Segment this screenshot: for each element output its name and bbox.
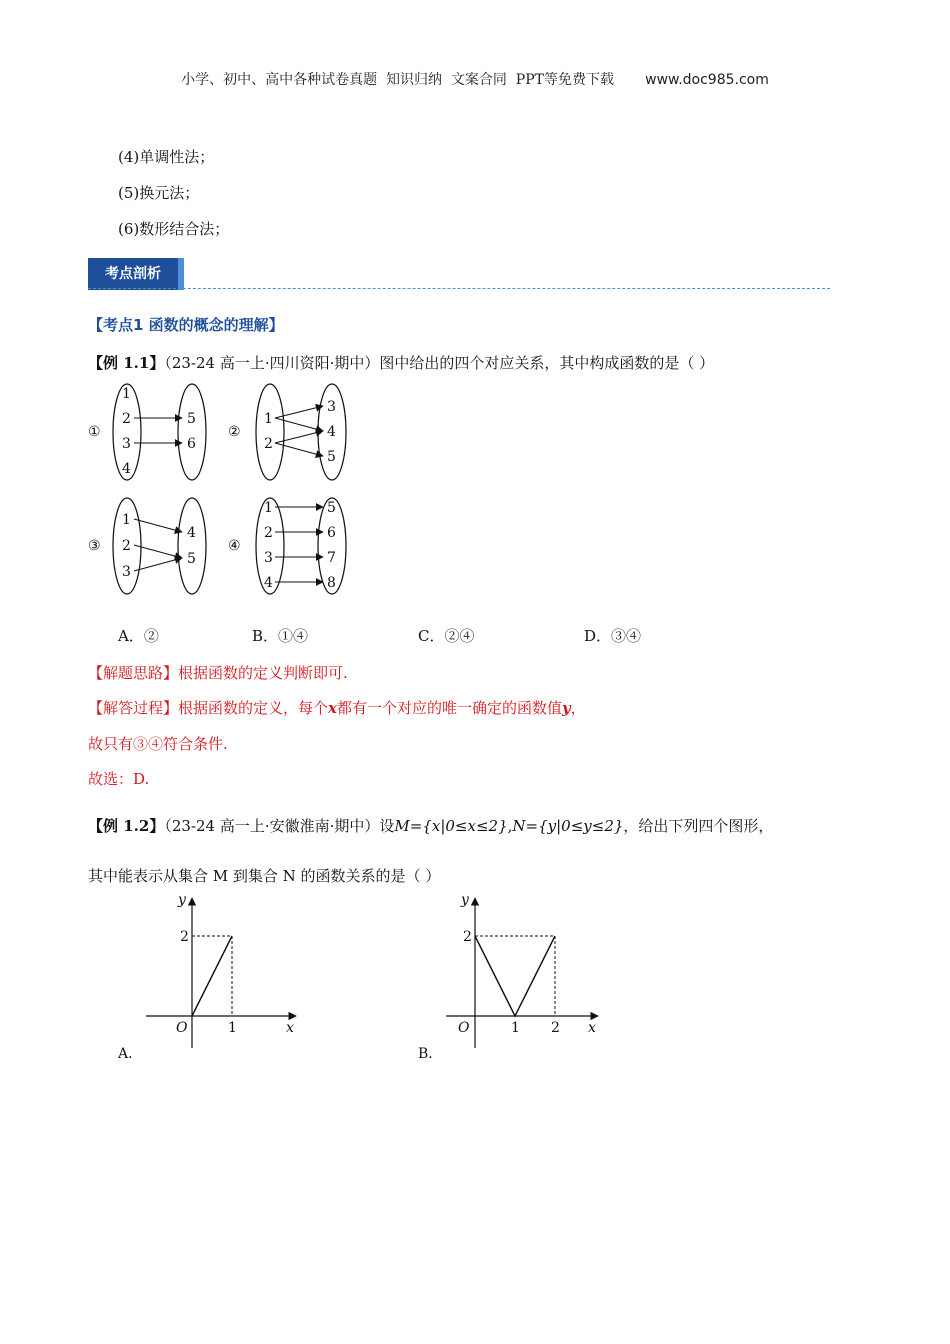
d4-left-2: 3 <box>264 550 273 566</box>
set-comma: , <box>507 817 513 835</box>
thinking-text: 根据函数的定义判断即可. <box>178 664 348 682</box>
diagram-2 <box>228 384 346 480</box>
question-text: 图中给出的四个对应关系，其中构成函数的是（ ） <box>379 354 715 372</box>
example-label: 【例 1.1】 <box>88 354 165 372</box>
set-m: M={x|0≤x≤2} <box>394 817 508 835</box>
graph-b-origin: O <box>458 1020 470 1036</box>
mapping-diagrams <box>80 378 380 608</box>
diagram-2-num: ② <box>228 424 241 440</box>
graph-a-origin: O <box>176 1020 188 1036</box>
d2-right-1: 4 <box>327 424 336 440</box>
method-4: (4)单调性法； <box>118 148 215 166</box>
d3-right-0: 4 <box>187 525 196 541</box>
d4-left-1: 2 <box>264 525 273 541</box>
header-url: www.doc985.com <box>645 72 769 88</box>
diagram-4-num: ④ <box>228 538 241 554</box>
graph-a-y-label: y <box>178 892 186 908</box>
process-text-a: 根据函数的定义，每个 <box>178 699 329 717</box>
process-var-y: y <box>562 699 571 717</box>
d4-left-0: 1 <box>264 500 273 516</box>
d4-right-3: 8 <box>327 575 336 591</box>
diagram-1-num: ① <box>88 424 101 440</box>
solution-thinking <box>88 662 348 683</box>
d2-left-0: 1 <box>264 411 273 427</box>
graph-a <box>118 892 318 1062</box>
d1-left-3: 4 <box>122 461 131 477</box>
section-banner <box>88 258 184 290</box>
d3-right-1: 5 <box>187 551 196 567</box>
d2-left-1: 2 <box>264 436 273 452</box>
method-5: (5)换元法； <box>118 184 200 202</box>
d2-right-2: 5 <box>327 449 336 465</box>
option-d: D．③④ <box>584 627 642 645</box>
graph-b-y-tick: 2 <box>463 929 472 945</box>
d1-right-1: 6 <box>187 436 196 452</box>
d2-right-0: 3 <box>327 399 336 415</box>
process-text-b: 都有一个对应的唯一确定的函数值 <box>336 699 562 717</box>
page-header <box>0 69 950 89</box>
example-source: （23-24 高一上·安徽淮南·期中） <box>164 817 380 835</box>
d1-left-2: 3 <box>122 436 131 452</box>
graph-b-y-label: y <box>461 892 469 908</box>
example-source: （23-24 高一上·四川资阳·期中） <box>164 354 380 372</box>
example-1-2-question <box>88 815 773 836</box>
graph-a-x-label: x <box>286 1020 294 1036</box>
question-text-1: 设 <box>379 817 395 835</box>
d3-left-1: 2 <box>122 538 131 554</box>
process-text-c: ， <box>570 699 586 717</box>
banner-stripe <box>178 258 184 290</box>
diagram-3-num: ③ <box>88 538 101 554</box>
process-label: 【解答过程】 <box>88 699 179 717</box>
d1-right-0: 5 <box>187 411 196 427</box>
d4-left-3: 4 <box>264 575 273 591</box>
solution-process <box>88 697 586 718</box>
option-a: A．② <box>118 627 159 645</box>
header-text: 小学、初中、高中各种试卷真题 知识归纳 文案合同 PPT等免费下载 <box>181 72 614 88</box>
example-1-1-question <box>88 352 714 373</box>
set-n: N={y|0≤y≤2} <box>512 817 624 835</box>
graph-b-curve <box>475 936 555 1016</box>
question-text-2: ，给出下列四个图形， <box>623 817 774 835</box>
d1-left-1: 2 <box>122 411 131 427</box>
option-c: C．②④ <box>418 627 475 645</box>
d4-right-2: 7 <box>327 550 336 566</box>
graph-b <box>418 892 618 1062</box>
d1-left-0: 1 <box>122 386 131 402</box>
graph-b-label: B． <box>418 1046 443 1062</box>
graph-a-y-tick: 2 <box>180 929 189 945</box>
graph-a-label: A． <box>118 1046 143 1062</box>
diagram-4 <box>228 498 346 594</box>
d4-right-0: 5 <box>327 500 336 516</box>
section-title: 考点剖析 <box>88 258 178 290</box>
d4-right-1: 6 <box>327 525 336 541</box>
section-divider <box>88 288 830 289</box>
solution-conclusion: 故只有③④符合条件. <box>88 735 228 753</box>
method-6: (6)数形结合法； <box>118 220 230 238</box>
example-1-2-question-line2: 其中能表示从集合 M 到集合 N 的函数关系的是（ ） <box>88 867 441 885</box>
d3-left-2: 3 <box>122 564 131 580</box>
graph-a-x-tick-1: 1 <box>228 1020 237 1036</box>
d3-left-0: 1 <box>122 512 131 528</box>
graph-a-curve <box>192 936 232 1016</box>
example-label: 【例 1.2】 <box>88 817 165 835</box>
diagram-3 <box>88 498 206 594</box>
graph-b-x-label: x <box>588 1020 596 1036</box>
thinking-label: 【解题思路】 <box>88 664 179 682</box>
process-var-x: x <box>328 699 337 717</box>
diagram-1 <box>88 384 206 480</box>
graph-b-x-tick-2: 2 <box>551 1020 560 1036</box>
kaodian-title: 【考点1 函数的概念的理解】 <box>88 316 284 334</box>
solution-answer: 故选：D. <box>88 770 150 788</box>
option-b: B．①④ <box>252 627 309 645</box>
graph-b-x-tick-1: 1 <box>511 1020 520 1036</box>
